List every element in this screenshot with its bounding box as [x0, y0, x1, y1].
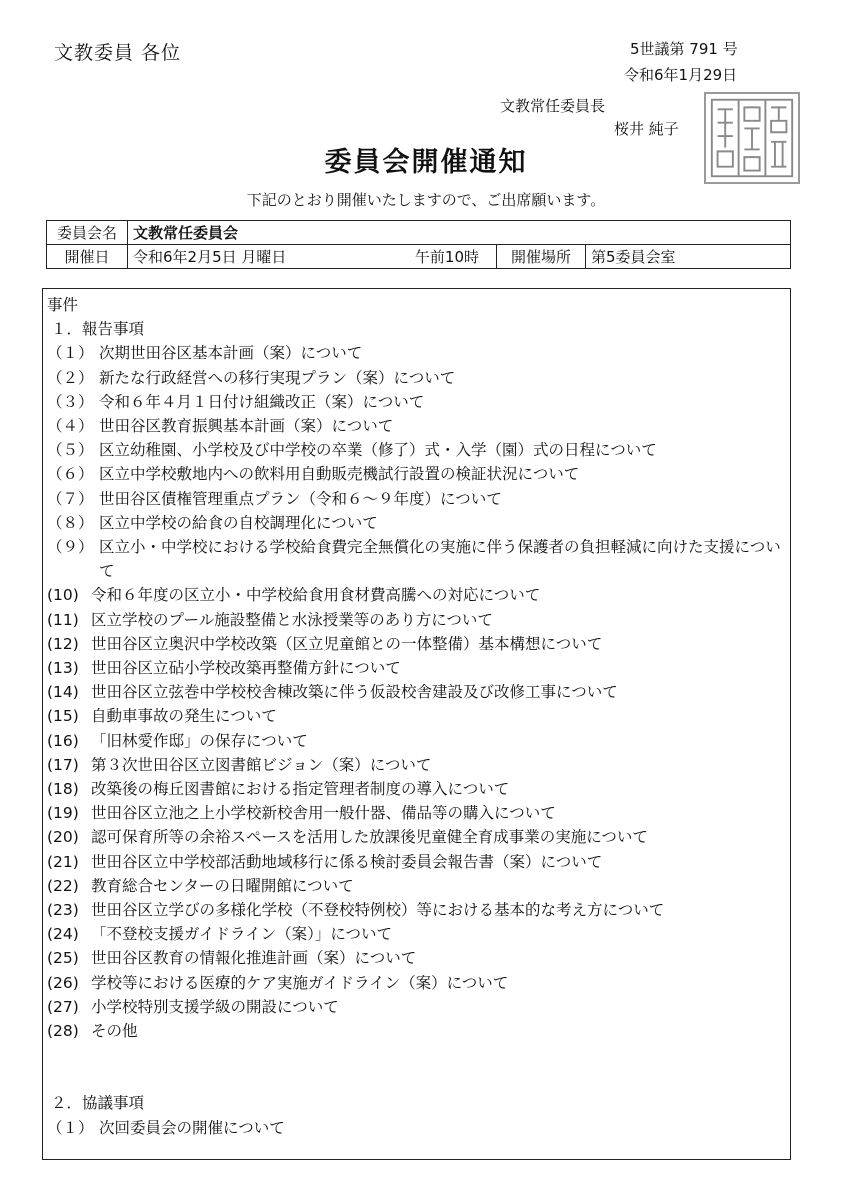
section-discussion-title: ２．協議事項 — [51, 1094, 145, 1113]
item-number: （１） — [47, 344, 94, 363]
item-text: その他 — [91, 1022, 138, 1041]
item-number: (12) — [47, 634, 79, 653]
item-number: (15) — [47, 707, 79, 726]
schedule-row — [47, 245, 791, 269]
item-text: 世田谷区立奥沢中学校改築（区立児童館との一体整備）基本構想について — [91, 634, 603, 653]
item-text: 世田谷区立中学校部活動地域移行に係る検討委員会報告書（案）について — [91, 852, 603, 871]
item-text: 令和６年度の区立小・中学校給食用食材費高騰への対応について — [91, 586, 541, 605]
item-text: 世田谷区立学びの多様化学校（不登校特例校）等における基本的な考え方について — [91, 901, 665, 920]
item-text: 世田谷区立砧小学校改築再整備方針について — [91, 659, 401, 678]
item-text: 区立小・中学校における学校給食費完全無償化の実施に伴う保護者の負担軽減に向けた支援について — [99, 538, 781, 581]
item-number: （５） — [47, 441, 94, 460]
discussion-item — [47, 1116, 784, 1140]
report-item — [47, 341, 784, 365]
item-text: 世田谷区教育振興基本計画（案）について — [99, 417, 394, 436]
report-item — [47, 414, 784, 438]
sender-name: 桜井 純子 — [614, 120, 679, 138]
report-item — [47, 825, 784, 849]
item-text: 次回委員会の開催について — [99, 1118, 285, 1137]
item-number: (22) — [47, 876, 79, 895]
report-item — [47, 656, 784, 680]
report-item — [47, 753, 784, 777]
item-number: (28) — [47, 1022, 79, 1041]
date-value: 令和6年2月5日 月曜日 — [133, 248, 287, 266]
report-item — [47, 922, 784, 946]
item-number: (20) — [47, 828, 79, 847]
item-number: (11) — [47, 610, 79, 629]
item-text: 令和６年４月１日付け組織改正（案）について — [99, 392, 425, 411]
item-number: (24) — [47, 925, 79, 944]
report-item — [47, 729, 784, 753]
item-number: （６） — [47, 465, 94, 484]
item-number: (19) — [47, 804, 79, 823]
report-item — [47, 608, 784, 632]
item-text: 学校等における医療的ケア実施ガイドライン（案）について — [91, 973, 509, 992]
item-number: (21) — [47, 852, 79, 871]
item-number: （２） — [47, 368, 94, 387]
report-item — [47, 946, 784, 970]
section-report-title: １．報告事項 — [51, 320, 145, 339]
date-time-cell — [128, 245, 497, 269]
item-number: (16) — [47, 731, 79, 750]
report-item — [47, 1019, 784, 1043]
item-number: （７） — [47, 489, 94, 508]
item-text: 区立幼稚園、小学校及び中学校の卒業（修了）式・入学（園）式の日程について — [99, 441, 657, 460]
report-item — [47, 511, 784, 535]
time-value: 午前10時 — [414, 248, 479, 266]
committee-value: 文教常任委員会 — [128, 221, 791, 245]
discussion-items-list — [47, 1116, 784, 1140]
report-items-list — [47, 341, 784, 1043]
report-item — [47, 583, 784, 607]
item-number: （１） — [47, 1118, 94, 1137]
report-item — [47, 632, 784, 656]
item-text: 世田谷区教育の情報化推進計画（案）について — [91, 949, 417, 968]
item-text: 区立中学校の給食の自校調理化について — [99, 513, 378, 532]
page-title: 委員会開催通知 — [324, 147, 528, 178]
item-text: 次期世田谷区基本計画（案）について — [99, 344, 363, 363]
report-item — [47, 462, 784, 486]
item-text: 区立学校のプール施設整備と水泳授業等のあり方について — [91, 610, 493, 629]
report-item — [47, 777, 784, 801]
document-number: 5世議第 791 号 — [630, 40, 738, 58]
report-item — [47, 366, 784, 390]
report-item — [47, 680, 784, 704]
item-text: 改築後の梅丘図書館における指定管理者制度の導入について — [91, 780, 510, 799]
agenda-heading: 事件 — [47, 296, 79, 314]
item-text: 自動車事故の発生について — [91, 707, 277, 726]
addressee: 文教委員 各位 — [54, 42, 182, 64]
item-number: (10) — [47, 586, 79, 605]
item-number: (18) — [47, 780, 79, 799]
item-number: （９） — [47, 538, 94, 557]
item-text: 認可保育所等の余裕スペースを活用した放課後児童健全育成事業の実施について — [91, 828, 648, 847]
place-value: 第5委員会室 — [586, 245, 791, 269]
sender-title: 文教常任委員長 — [500, 97, 606, 115]
item-text: 第３次世田谷区立図書館ビジョン（案）について — [91, 755, 432, 774]
item-number: (27) — [47, 997, 79, 1016]
report-item — [47, 535, 784, 583]
item-text: 「不登校支援ガイドライン（案）」について — [91, 925, 393, 944]
item-number: (26) — [47, 973, 79, 992]
item-text: 世田谷区債権管理重点プラン（令和６～９年度）について — [99, 489, 502, 508]
committee-row — [47, 221, 791, 245]
item-number: (25) — [47, 949, 79, 968]
item-number: (23) — [47, 901, 79, 920]
report-item — [47, 390, 784, 414]
item-number: (14) — [47, 683, 79, 702]
item-text: 世田谷区立弦巻中学校校舎棟改築に伴う仮設校舎建設及び改修工事について — [91, 683, 618, 702]
item-text: 「旧林愛作邸」の保存について — [91, 731, 308, 750]
report-item — [47, 850, 784, 874]
place-label: 開催場所 — [497, 245, 586, 269]
report-item — [47, 874, 784, 898]
item-text: 区立中学校敷地内への飲料用自動販売機試行設置の検証状況について — [99, 465, 580, 484]
report-item — [47, 971, 784, 995]
meeting-info-table — [46, 220, 791, 269]
report-item — [47, 898, 784, 922]
item-number: (17) — [47, 755, 79, 774]
item-number: （８） — [47, 513, 94, 532]
item-number: （４） — [47, 417, 94, 436]
agenda-box — [42, 288, 791, 1160]
report-item — [47, 438, 784, 462]
report-item — [47, 801, 784, 825]
item-text: 小学校特別支援学級の開設について — [91, 997, 339, 1016]
item-text: 世田谷区立池之上小学校新校舎用一般什器、備品等の購入について — [91, 804, 556, 823]
report-item — [47, 487, 784, 511]
report-item — [47, 704, 784, 728]
item-text: 新たな行政経営への移行実現プラン（案）について — [99, 368, 456, 387]
item-text: 教育総合センターの日曜開館について — [91, 876, 354, 895]
item-number: (13) — [47, 659, 79, 678]
committee-label: 委員会名 — [47, 221, 128, 245]
date-label: 開催日 — [47, 245, 128, 269]
intro-text: 下記のとおり開催いたしますので、ご出席願います。 — [246, 191, 606, 209]
item-number: （３） — [47, 392, 94, 411]
document-date: 令和6年1月29日 — [624, 66, 738, 84]
report-item — [47, 995, 784, 1019]
